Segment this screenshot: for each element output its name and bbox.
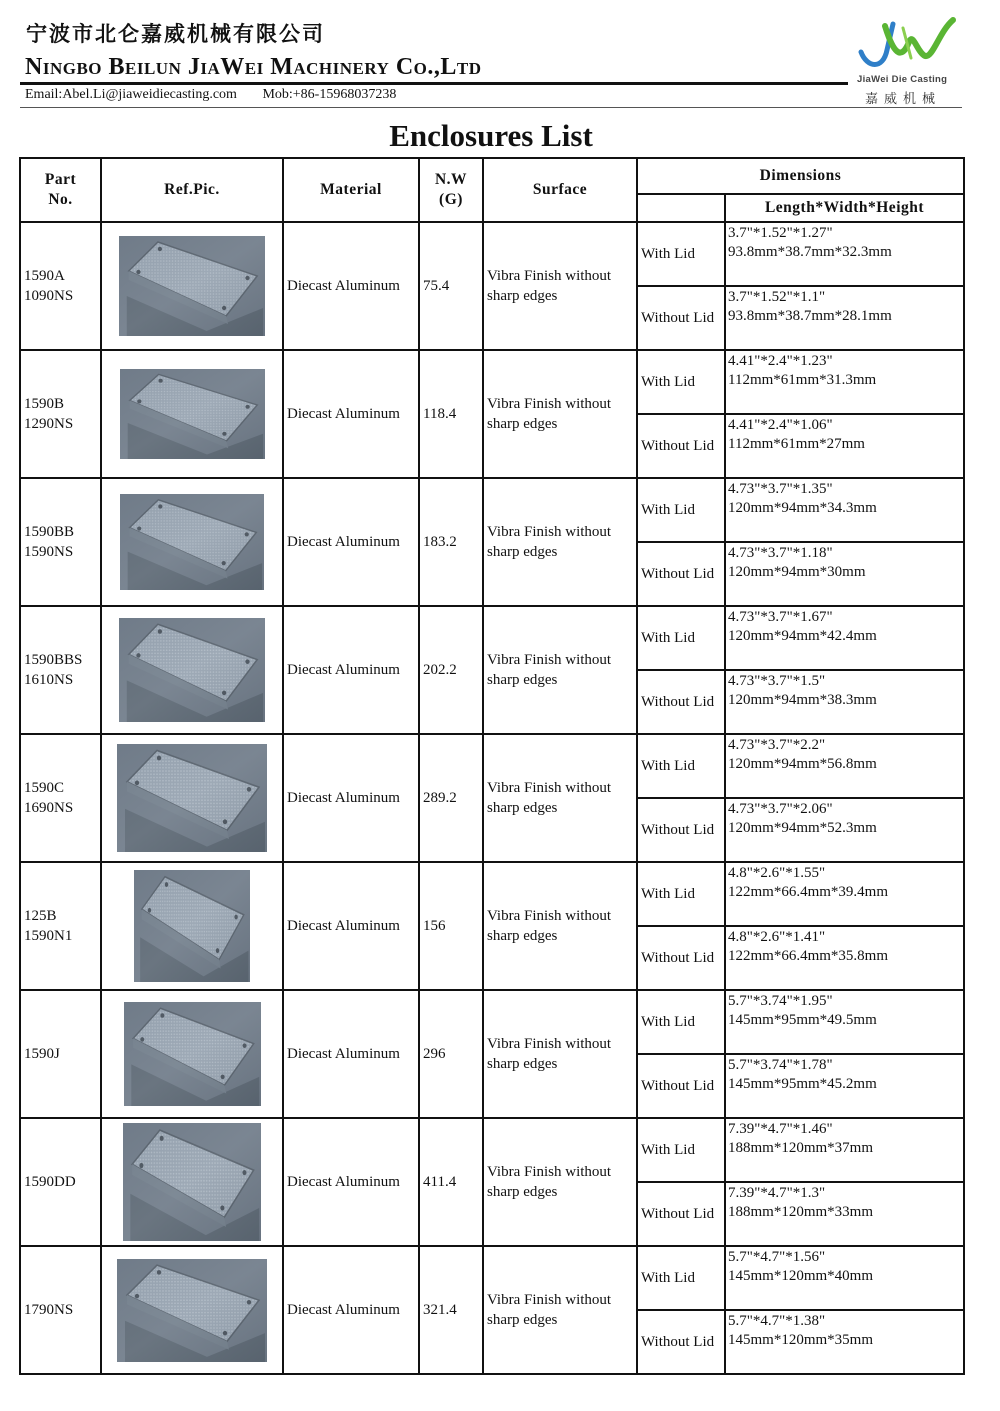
header-rule	[20, 82, 848, 85]
material-cell: Diecast Aluminum	[283, 478, 419, 606]
surface-line-2: sharp edges	[487, 544, 558, 560]
dim-mm: 120mm*94mm*56.8mm	[728, 756, 877, 772]
without-lid-label: Without Lid	[637, 798, 725, 862]
material-cell: Diecast Aluminum	[283, 734, 419, 862]
without-lid-label: Without Lid	[637, 1310, 725, 1374]
surface-line-1: Vibra Finish without	[487, 1292, 612, 1308]
with-lid-dimensions	[725, 478, 964, 542]
enclosure-photo-icon	[119, 618, 265, 722]
dim-inches: 5.7"*4.7"*1.38"	[728, 1313, 826, 1329]
dim-mm: 112mm*61mm*27mm	[728, 436, 865, 452]
dim-inches: 4.73"*3.7"*1.18"	[728, 545, 833, 561]
part-number-cell	[20, 734, 101, 862]
surface-cell	[483, 862, 637, 990]
enclosure-photo-icon	[117, 744, 267, 852]
surface-line-2: sharp edges	[487, 928, 558, 944]
surface-line-2: sharp edges	[487, 800, 558, 816]
with-lid-dimensions	[725, 606, 964, 670]
email-text[interactable]: Email:Abel.Li@jiaweidiecasting.com	[25, 87, 237, 102]
net-weight-cell: 296	[419, 990, 483, 1118]
without-lid-dimensions	[725, 414, 964, 478]
surface-line-1: Vibra Finish without	[487, 1164, 612, 1180]
surface-line-2: sharp edges	[487, 1056, 558, 1072]
enclosure-photo-icon	[117, 1259, 267, 1362]
net-weight-cell: 321.4	[419, 1246, 483, 1374]
without-lid-dimensions	[725, 798, 964, 862]
dim-inches: 4.41"*2.4"*1.06"	[728, 417, 833, 433]
page-title: Enclosures List	[389, 118, 593, 153]
surface-line-1: Vibra Finish without	[487, 1036, 612, 1052]
col-header-nw	[419, 158, 483, 222]
dim-mm: 145mm*95mm*49.5mm	[728, 1012, 877, 1028]
surface-cell	[483, 478, 637, 606]
table-header-row	[20, 158, 964, 194]
table-row	[20, 862, 964, 926]
material-cell: Diecast Aluminum	[283, 862, 419, 990]
with-lid-dimensions	[725, 990, 964, 1054]
with-lid-dimensions	[725, 734, 964, 798]
material-cell: Diecast Aluminum	[283, 1246, 419, 1374]
part-number-primary: 1590C	[24, 780, 65, 796]
ref-pic-cell	[101, 734, 283, 862]
surface-line-1: Vibra Finish without	[487, 652, 612, 668]
with-lid-dimensions	[725, 1118, 964, 1182]
dim-mm: 120mm*94mm*52.3mm	[728, 820, 877, 836]
part-number-cell	[20, 862, 101, 990]
dim-mm: 120mm*94mm*42.4mm	[728, 628, 877, 644]
col-header-material: Material	[283, 158, 419, 222]
part-number-cell	[20, 1246, 101, 1374]
enclosure-photo-icon	[120, 369, 265, 459]
dim-inches: 4.73"*3.7"*2.2"	[728, 737, 826, 753]
part-number-cell	[20, 222, 101, 350]
part-number-primary: 1590J	[24, 1046, 60, 1062]
with-lid-label: With Lid	[637, 606, 725, 670]
logo-text-cn: 嘉威机械	[865, 92, 942, 107]
part-number-cell	[20, 350, 101, 478]
dim-inches: 3.7"*1.52"*1.27"	[728, 225, 833, 241]
dim-mm: 145mm*120mm*35mm	[728, 1332, 874, 1348]
without-lid-dimensions	[725, 1310, 964, 1374]
part-number-secondary: 1290NS	[24, 416, 74, 432]
with-lid-label: With Lid	[637, 862, 725, 926]
with-lid-label: With Lid	[637, 222, 725, 286]
surface-cell	[483, 350, 637, 478]
with-lid-dimensions	[725, 350, 964, 414]
without-lid-label: Without Lid	[637, 414, 725, 478]
dim-inches: 4.73"*3.7"*1.67"	[728, 609, 833, 625]
with-lid-label: With Lid	[637, 1118, 725, 1182]
enclosure-photo-icon	[120, 494, 264, 590]
col-subheader-blank	[637, 194, 725, 222]
dim-inches: 7.39"*4.7"*1.3"	[728, 1185, 826, 1201]
part-number-secondary: 1690NS	[24, 800, 74, 816]
without-lid-dimensions	[725, 542, 964, 606]
company-logo	[851, 10, 962, 106]
part-number-cell	[20, 606, 101, 734]
surface-cell	[483, 734, 637, 862]
with-lid-dimensions	[725, 862, 964, 926]
dim-mm: 188mm*120mm*37mm	[728, 1140, 874, 1156]
without-lid-dimensions	[725, 670, 964, 734]
surface-line-1: Vibra Finish without	[487, 908, 612, 924]
dim-inches: 5.7"*4.7"*1.56"	[728, 1249, 826, 1265]
col-subheader-lwh: Length*Width*Height	[725, 194, 964, 222]
dim-mm: 120mm*94mm*34.3mm	[728, 500, 877, 516]
header-rule-thin	[20, 107, 962, 108]
part-number-primary: 1590DD	[24, 1174, 76, 1190]
part-number-secondary: 1590N1	[24, 928, 73, 944]
with-lid-label: With Lid	[637, 1246, 725, 1310]
dim-mm: 145mm*95mm*45.2mm	[728, 1076, 877, 1092]
table-row	[20, 990, 964, 1054]
with-lid-label: With Lid	[637, 478, 725, 542]
dim-mm: 93.8mm*38.7mm*32.3mm	[728, 244, 892, 260]
with-lid-label: With Lid	[637, 990, 725, 1054]
surface-cell	[483, 1246, 637, 1374]
contact-line	[25, 87, 418, 103]
ref-pic-cell	[101, 350, 283, 478]
ref-pic-cell	[101, 990, 283, 1118]
surface-line-2: sharp edges	[487, 288, 558, 304]
without-lid-label: Without Lid	[637, 1054, 725, 1118]
without-lid-dimensions	[725, 1054, 964, 1118]
with-lid-label: With Lid	[637, 350, 725, 414]
table-row	[20, 350, 964, 414]
net-weight-cell: 202.2	[419, 606, 483, 734]
surface-line-1: Vibra Finish without	[487, 396, 612, 412]
part-number-primary: 1590B	[24, 396, 65, 412]
dim-mm: 120mm*94mm*38.3mm	[728, 692, 877, 708]
part-number-primary: 125B	[24, 908, 57, 924]
table-row	[20, 478, 964, 542]
enclosure-photo-icon	[134, 870, 250, 982]
net-weight-cell: 289.2	[419, 734, 483, 862]
col-header-surface: Surface	[483, 158, 637, 222]
with-lid-dimensions	[725, 1246, 964, 1310]
surface-line-2: sharp edges	[487, 672, 558, 688]
without-lid-dimensions	[725, 1182, 964, 1246]
dim-mm: 122mm*66.4mm*39.4mm	[728, 884, 889, 900]
logo-text-en: JiaWei Die Casting	[857, 74, 948, 85]
dim-inches: 7.39"*4.7"*1.46"	[728, 1121, 833, 1137]
without-lid-dimensions	[725, 926, 964, 990]
part-number-primary: 1790NS	[24, 1302, 74, 1318]
table-row	[20, 1246, 964, 1310]
without-lid-label: Without Lid	[637, 542, 725, 606]
col-header-part-text: Part No.	[44, 171, 77, 208]
net-weight-cell: 183.2	[419, 478, 483, 606]
surface-line-1: Vibra Finish without	[487, 268, 612, 284]
surface-line-1: Vibra Finish without	[487, 780, 612, 796]
table-row	[20, 222, 964, 286]
letterhead	[20, 10, 962, 110]
ref-pic-cell	[101, 478, 283, 606]
surface-cell	[483, 1118, 637, 1246]
dim-inches: 3.7"*1.52"*1.1"	[728, 289, 826, 305]
material-cell: Diecast Aluminum	[283, 1118, 419, 1246]
enclosure-photo-icon	[123, 1123, 261, 1241]
dim-inches: 5.7"*3.74"*1.95"	[728, 993, 833, 1009]
without-lid-label: Without Lid	[637, 670, 725, 734]
surface-cell	[483, 606, 637, 734]
table-row	[20, 606, 964, 670]
dim-mm: 188mm*120mm*33mm	[728, 1204, 874, 1220]
ref-pic-cell	[101, 606, 283, 734]
col-header-nw-text: N.W (G)	[434, 171, 468, 208]
without-lid-label: Without Lid	[637, 286, 725, 350]
ref-pic-cell	[101, 862, 283, 990]
part-number-primary: 1590BBS	[24, 652, 83, 668]
enclosure-photo-icon	[119, 236, 265, 336]
surface-line-2: sharp edges	[487, 1184, 558, 1200]
dim-mm: 112mm*61mm*31.3mm	[728, 372, 877, 388]
material-cell: Diecast Aluminum	[283, 350, 419, 478]
without-lid-label: Without Lid	[637, 926, 725, 990]
part-number-primary: 1590BB	[24, 524, 75, 540]
enclosures-table	[19, 157, 965, 1375]
table-row	[20, 1118, 964, 1182]
part-number-cell	[20, 990, 101, 1118]
surface-line-2: sharp edges	[487, 1312, 558, 1328]
company-name-cn: 宁波市北仑嘉威机械有限公司	[26, 22, 325, 46]
with-lid-label: With Lid	[637, 734, 725, 798]
material-cell: Diecast Aluminum	[283, 222, 419, 350]
surface-cell	[483, 222, 637, 350]
ref-pic-cell	[101, 1118, 283, 1246]
dim-mm: 120mm*94mm*30mm	[728, 564, 866, 580]
part-number-secondary: 1610NS	[24, 672, 74, 688]
dim-inches: 4.8"*2.6"*1.55"	[728, 865, 826, 881]
net-weight-cell: 156	[419, 862, 483, 990]
without-lid-label: Without Lid	[637, 1182, 725, 1246]
enclosure-photo-icon	[124, 1002, 261, 1106]
table-body	[20, 222, 964, 1374]
surface-line-1: Vibra Finish without	[487, 524, 612, 540]
part-number-cell	[20, 1118, 101, 1246]
jw-brand-logo-icon	[853, 12, 959, 74]
dim-mm: 122mm*66.4mm*35.8mm	[728, 948, 889, 964]
dim-inches: 4.8"*2.6"*1.41"	[728, 929, 826, 945]
part-number-secondary: 1590NS	[24, 544, 74, 560]
net-weight-cell: 411.4	[419, 1118, 483, 1246]
ref-pic-cell	[101, 222, 283, 350]
table-row	[20, 734, 964, 798]
part-number-primary: 1590A	[24, 268, 65, 284]
dim-inches: 4.73"*3.7"*1.35"	[728, 481, 833, 497]
without-lid-dimensions	[725, 286, 964, 350]
net-weight-cell: 75.4	[419, 222, 483, 350]
part-number-secondary: 1090NS	[24, 288, 74, 304]
dim-inches: 4.73"*3.7"*1.5"	[728, 673, 826, 689]
surface-cell	[483, 990, 637, 1118]
dim-mm: 145mm*120mm*40mm	[728, 1268, 874, 1284]
surface-line-2: sharp edges	[487, 416, 558, 432]
material-cell: Diecast Aluminum	[283, 606, 419, 734]
net-weight-cell: 118.4	[419, 350, 483, 478]
col-header-dimensions: Dimensions	[637, 158, 964, 194]
with-lid-dimensions	[725, 222, 964, 286]
dim-mm: 93.8mm*38.7mm*28.1mm	[728, 308, 892, 324]
company-name-en: Ningbo Beilun JiaWei Machinery Co.,Ltd	[25, 54, 482, 80]
material-cell: Diecast Aluminum	[283, 990, 419, 1118]
ref-pic-cell	[101, 1246, 283, 1374]
dim-inches: 4.41"*2.4"*1.23"	[728, 353, 833, 369]
dim-inches: 5.7"*3.74"*1.78"	[728, 1057, 833, 1073]
col-header-pic: Ref.Pic.	[101, 158, 283, 222]
col-header-part	[20, 158, 101, 222]
dim-inches: 4.73"*3.7"*2.06"	[728, 801, 833, 817]
mobile-text: Mob:+86-15968037238	[262, 87, 397, 102]
part-number-cell	[20, 478, 101, 606]
